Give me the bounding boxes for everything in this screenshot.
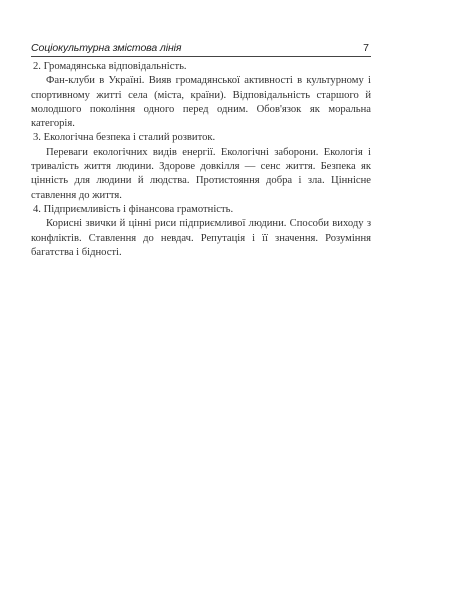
page-number: 7 (363, 42, 369, 54)
section-heading: 2. Громадянська відповідальність. (33, 61, 187, 72)
section-entrepreneurship (31, 203, 371, 260)
section-heading: 3. Екологічна безпека і сталий розвиток. (33, 132, 216, 144)
page-content (31, 60, 371, 260)
section-body: Переваги екологічних видів енергії. Екологічні заборони. Екологія і тривалість життя людини. Здорове довкілля — сенс життя. Безпека як цінність для людини й людства. Протистояння добра і зла. Ціннісне ставлення до життя. (31, 146, 371, 201)
running-header (31, 38, 371, 57)
section-ecological-safety (31, 131, 371, 202)
section-heading: 4. Підприємливість і фінансова грамотність. (33, 203, 234, 215)
section-civic-responsibility (31, 60, 371, 131)
section-body: Фан-клуби в Україні. Вияв громадянської активності в культурному і спортивному житті села (міста, країни). Відповідальність старшого й молодшого покоління одного перед одним. Обов'язок як моральна категорія. (31, 75, 371, 130)
running-title: Соціокультурна змістова лінія (31, 42, 182, 54)
section-body: Корисні звички й цінні риси підприємливої людини. Способи виходу з конфліктів. Ставлення до невдач. Репутація і її значення. Розуміння багатства і бідності. (31, 218, 371, 258)
